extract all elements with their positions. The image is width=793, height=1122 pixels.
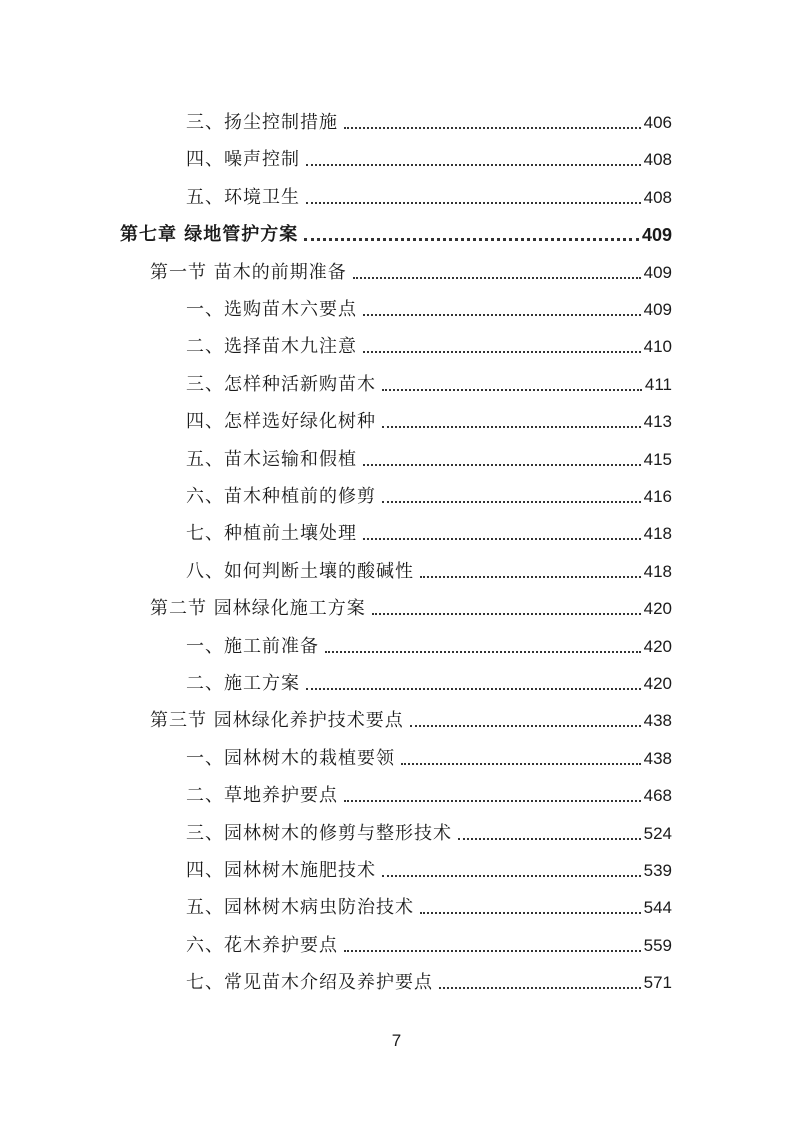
toc-entry-page: 418 <box>643 524 672 544</box>
toc-entry-title: 六、苗木种植前的修剪 <box>186 486 376 507</box>
toc-entry <box>186 515 672 545</box>
toc-entry-title: 六、花木养护要点 <box>186 934 338 956</box>
toc-entry <box>186 366 672 396</box>
toc-entry-page: 438 <box>643 711 672 731</box>
toc-entry-title: 二、施工方案 <box>186 673 300 694</box>
toc-entry-title: 二、草地养护要点 <box>186 785 338 807</box>
toc-entry-page: 571 <box>643 973 672 993</box>
toc-entry-title: 四、怎样选好绿化树种 <box>186 411 376 433</box>
toc-entry-title: 二、选择苗木九注意 <box>186 336 357 358</box>
toc-entry-title: 一、施工前准备 <box>186 635 319 657</box>
toc-entry-page: 411 <box>644 374 672 394</box>
toc-entry-title: 七、种植前土壤处理 <box>186 523 357 545</box>
toc-entry-title: 三、怎样种活新购苗木 <box>186 373 376 395</box>
toc-entry-page: 413 <box>643 412 672 432</box>
toc-entry-page: 409 <box>643 262 672 282</box>
toc-entry-page: 539 <box>643 861 672 880</box>
toc-entry-title: 第二节 园林绿化施工方案 <box>150 598 366 620</box>
toc-dot-leader <box>344 127 641 129</box>
toc-entry-page: 418 <box>643 561 672 581</box>
toc-entry-page: 409 <box>643 300 672 319</box>
toc-entry <box>186 478 672 508</box>
toc-entry <box>186 441 672 471</box>
toc-entry-title: 三、园林树木的修剪与整形技术 <box>186 822 452 844</box>
toc-entry-title: 第三节 园林绿化养护技术要点 <box>150 710 404 732</box>
toc-dot-leader <box>401 763 641 765</box>
toc-dot-leader <box>420 912 641 914</box>
toc-entry-title: 三、扬尘控制措施 <box>186 112 338 133</box>
toc-entry <box>186 328 672 358</box>
toc-entry-page: 420 <box>643 636 672 656</box>
toc-dot-leader <box>372 613 641 615</box>
toc-dot-leader <box>363 538 641 540</box>
toc-dot-leader <box>344 800 641 802</box>
page-number: 7 <box>391 1031 402 1050</box>
toc-section-entry <box>150 254 672 284</box>
toc-dot-leader <box>344 950 641 952</box>
toc-entry <box>186 665 672 695</box>
toc-dot-leader <box>304 238 639 241</box>
toc-entry-title: 四、噪声控制 <box>186 149 300 171</box>
toc-entry <box>186 291 672 321</box>
toc-entry-page: 416 <box>643 487 672 506</box>
toc-entry <box>186 141 672 171</box>
toc-dot-leader <box>458 838 641 840</box>
toc-chapter-entry <box>120 216 672 246</box>
toc-dot-leader <box>363 464 641 466</box>
toc-entry-page: 524 <box>643 823 672 843</box>
toc-entry-title: 第一节 苗木的前期准备 <box>150 261 347 283</box>
toc-entry-page: 415 <box>643 449 672 469</box>
toc-dot-leader <box>382 501 641 503</box>
toc-dot-leader <box>306 164 641 166</box>
toc-entry-page: 468 <box>643 786 672 806</box>
toc-entry <box>186 852 672 882</box>
toc-entry-title: 一、园林树木的栽植要领 <box>186 747 395 769</box>
toc-entry-page: 559 <box>643 935 672 955</box>
toc-dot-leader <box>439 987 641 989</box>
toc-entry-page: 408 <box>643 187 672 207</box>
toc-dot-leader <box>325 651 641 653</box>
toc-entry <box>186 740 672 770</box>
toc-entry <box>186 927 672 957</box>
toc-dot-leader <box>363 351 641 353</box>
toc-entry-page: 410 <box>643 337 672 357</box>
toc-entry <box>186 104 672 134</box>
toc-section-entry <box>150 590 672 620</box>
toc-section-entry <box>150 702 672 732</box>
toc-dot-leader <box>306 688 641 690</box>
toc-entry <box>186 889 672 919</box>
toc-dot-leader <box>382 389 642 391</box>
toc-entry-page: 406 <box>643 113 672 132</box>
toc-entry-page: 408 <box>643 150 672 170</box>
toc-entry-title: 五、园林树木病虫防治技术 <box>186 897 414 919</box>
toc-entry-title: 七、常见苗木介绍及养护要点 <box>186 972 433 994</box>
toc-entry <box>186 179 672 209</box>
toc-entry <box>186 628 672 658</box>
toc-entry-title: 一、选购苗木六要点 <box>186 299 357 320</box>
toc-dot-leader <box>382 426 641 428</box>
toc-entry <box>186 777 672 807</box>
toc-entry-page: 420 <box>643 599 672 619</box>
toc-entry-title: 八、如何判断土壤的酸碱性 <box>186 560 414 582</box>
toc-dot-leader <box>420 576 641 578</box>
toc-entry-page: 438 <box>643 748 672 768</box>
toc-entry-title: 五、苗木运输和假植 <box>186 448 357 470</box>
toc-dot-leader <box>382 875 641 877</box>
toc-entry-title: 五、环境卫生 <box>186 186 300 208</box>
toc-entry <box>186 964 672 994</box>
toc-entry <box>186 815 672 845</box>
toc-entry-page: 409 <box>641 225 672 246</box>
toc-dot-leader <box>306 202 641 204</box>
toc-entry <box>186 403 672 433</box>
toc-dot-leader <box>363 314 641 316</box>
toc-entry-page: 420 <box>643 674 672 693</box>
toc-entry <box>186 553 672 583</box>
toc-entry-page: 544 <box>643 898 672 918</box>
toc-entry-title: 第七章 绿地管护方案 <box>120 224 299 246</box>
toc-entry-title: 四、园林树木施肥技术 <box>186 860 376 881</box>
toc-dot-leader <box>353 277 641 279</box>
toc-dot-leader <box>410 725 641 727</box>
